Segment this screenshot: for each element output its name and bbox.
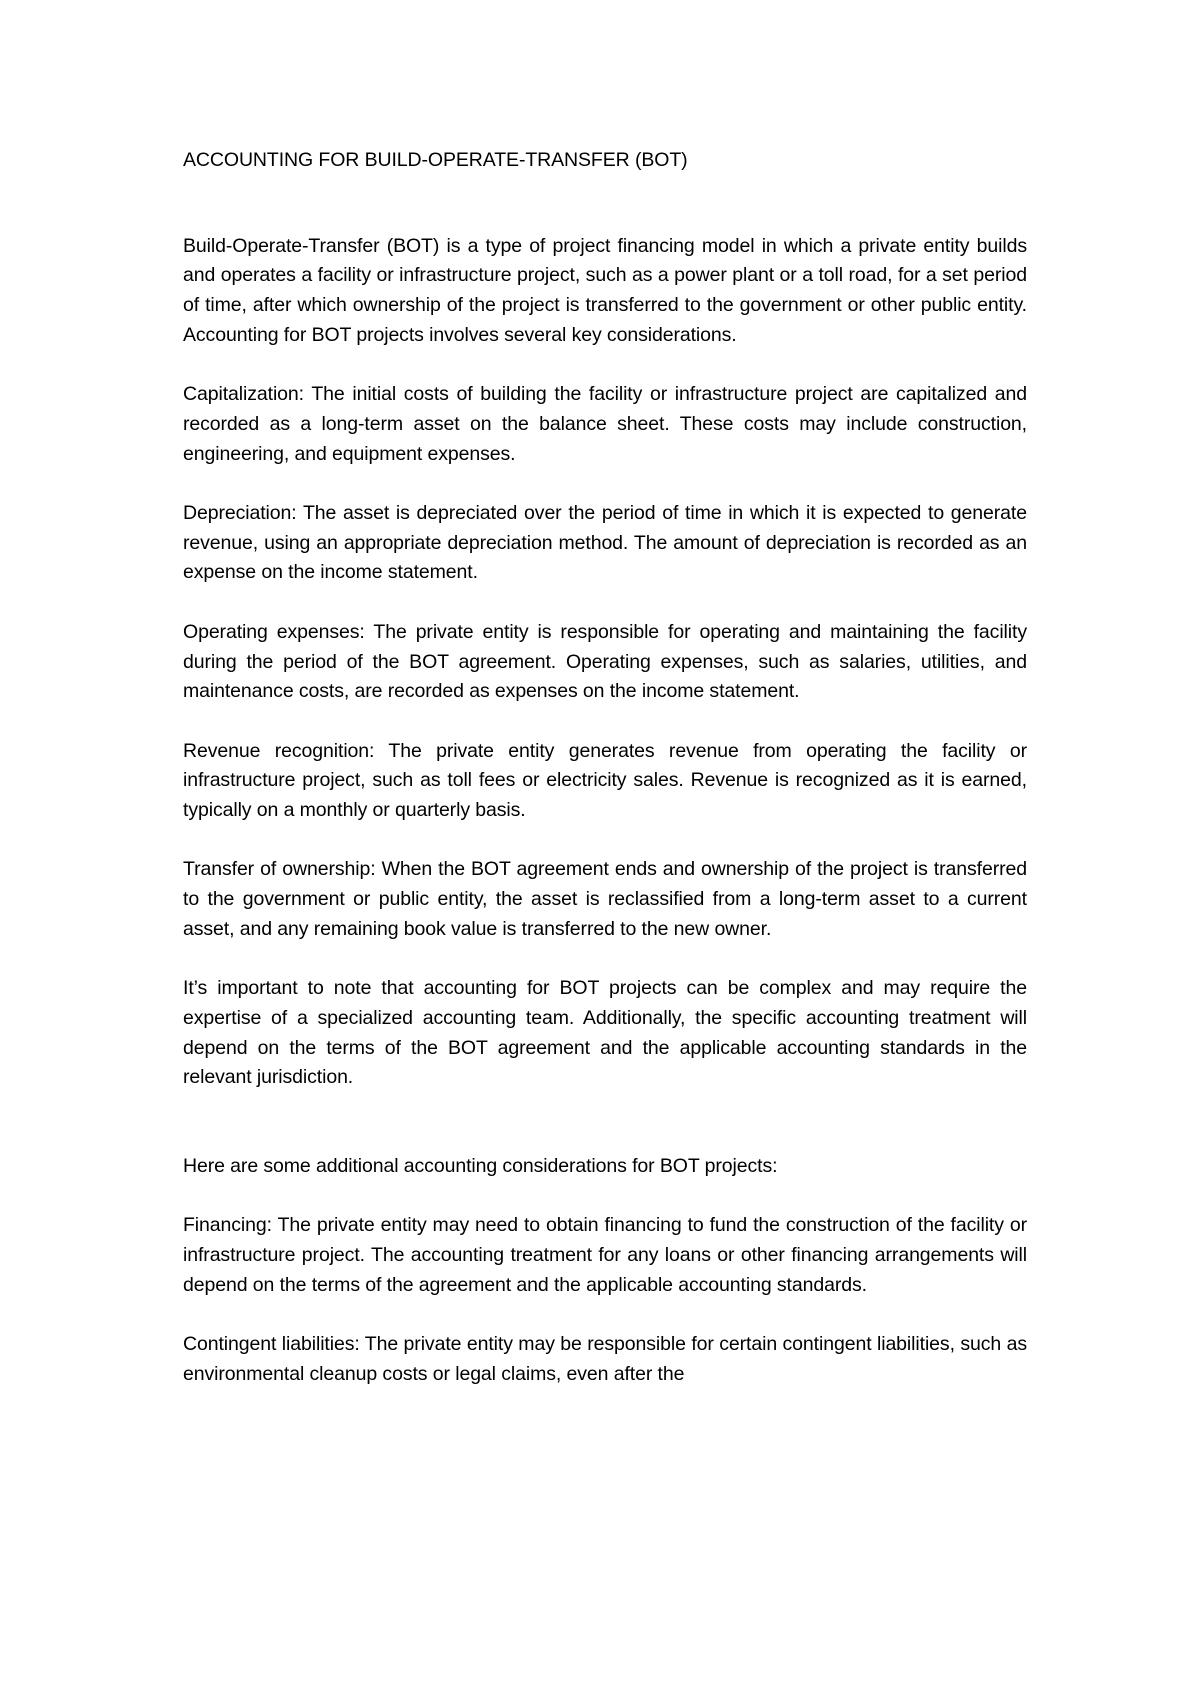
paragraph-important-note: It’s important to note that accounting for BOT projects can be complex and may require the expertise of a specialized accounting team. Additionally, the specific accounting treatment will depend on the terms of the BOT agreement and the applicable accounting standards in the relevant jurisdiction. [183, 977, 1027, 1089]
paragraph-capitalization: Capitalization: The initial costs of building the facility or infrastructure project are capitalized and recorded as a long-term asset on the balance sheet. These costs may include construction, engineering, and equipment expenses. [183, 383, 1027, 465]
paragraph-depreciation: Depreciation: The asset is depreciated over the period of time in which it is expected to generate revenue, using an appropriate depreciation method. The amount of depreciation is recorded as an expense on the income statement. [183, 502, 1027, 584]
paragraph-contingent-liabilities: Contingent liabilities: The private entity may be responsible for certain contingent liabilities, such as environmental cleanup costs or legal claims, even after the [183, 1333, 1027, 1385]
paragraph-introduction: Build-Operate-Transfer (BOT) is a type of project financing model in which a private entity builds and operates a facility or infrastructure project, such as a power plant or a toll road, for a set period of time, after which ownership of the project is transferred to the government or other public entity. Accounting for BOT projects involves several key considerations. [183, 234, 1027, 346]
paragraph-financing: Financing: The private entity may need to obtain financing to fund the construction of the facility or infrastructure project. The accounting treatment for any loans or other financing arrangements will depend on the terms of the agreement and the applicable accounting standards. [183, 1214, 1027, 1296]
document-title: ACCOUNTING FOR BUILD-OPERATE-TRANSFER (BOT) [183, 149, 688, 171]
paragraph-operating-expenses: Operating expenses: The private entity is responsible for operating and maintaining the facility during the period of the BOT agreement. Operating expenses, such as salaries, utilities, and maintenance costs, are recorded as expenses on the income statement. [183, 620, 1027, 703]
paragraph-revenue-recognition: Revenue recognition: The private entity generates revenue from operating the facility or infrastructure project, such as toll fees or electricity sales. Revenue is recognized as it is earned, typically on a monthly or quarterly basis. [183, 739, 1027, 821]
additional-considerations-intro: Here are some additional accounting considerations for BOT projects: [183, 1155, 778, 1177]
document-body [183, 146, 1027, 1419]
paragraph-transfer-of-ownership: Transfer of ownership: When the BOT agreement ends and ownership of the project is transferred to the government or public entity, the asset is reclassified from a long-term asset to a current asset, and any remaining book value is transferred to the new owner. [183, 858, 1027, 940]
